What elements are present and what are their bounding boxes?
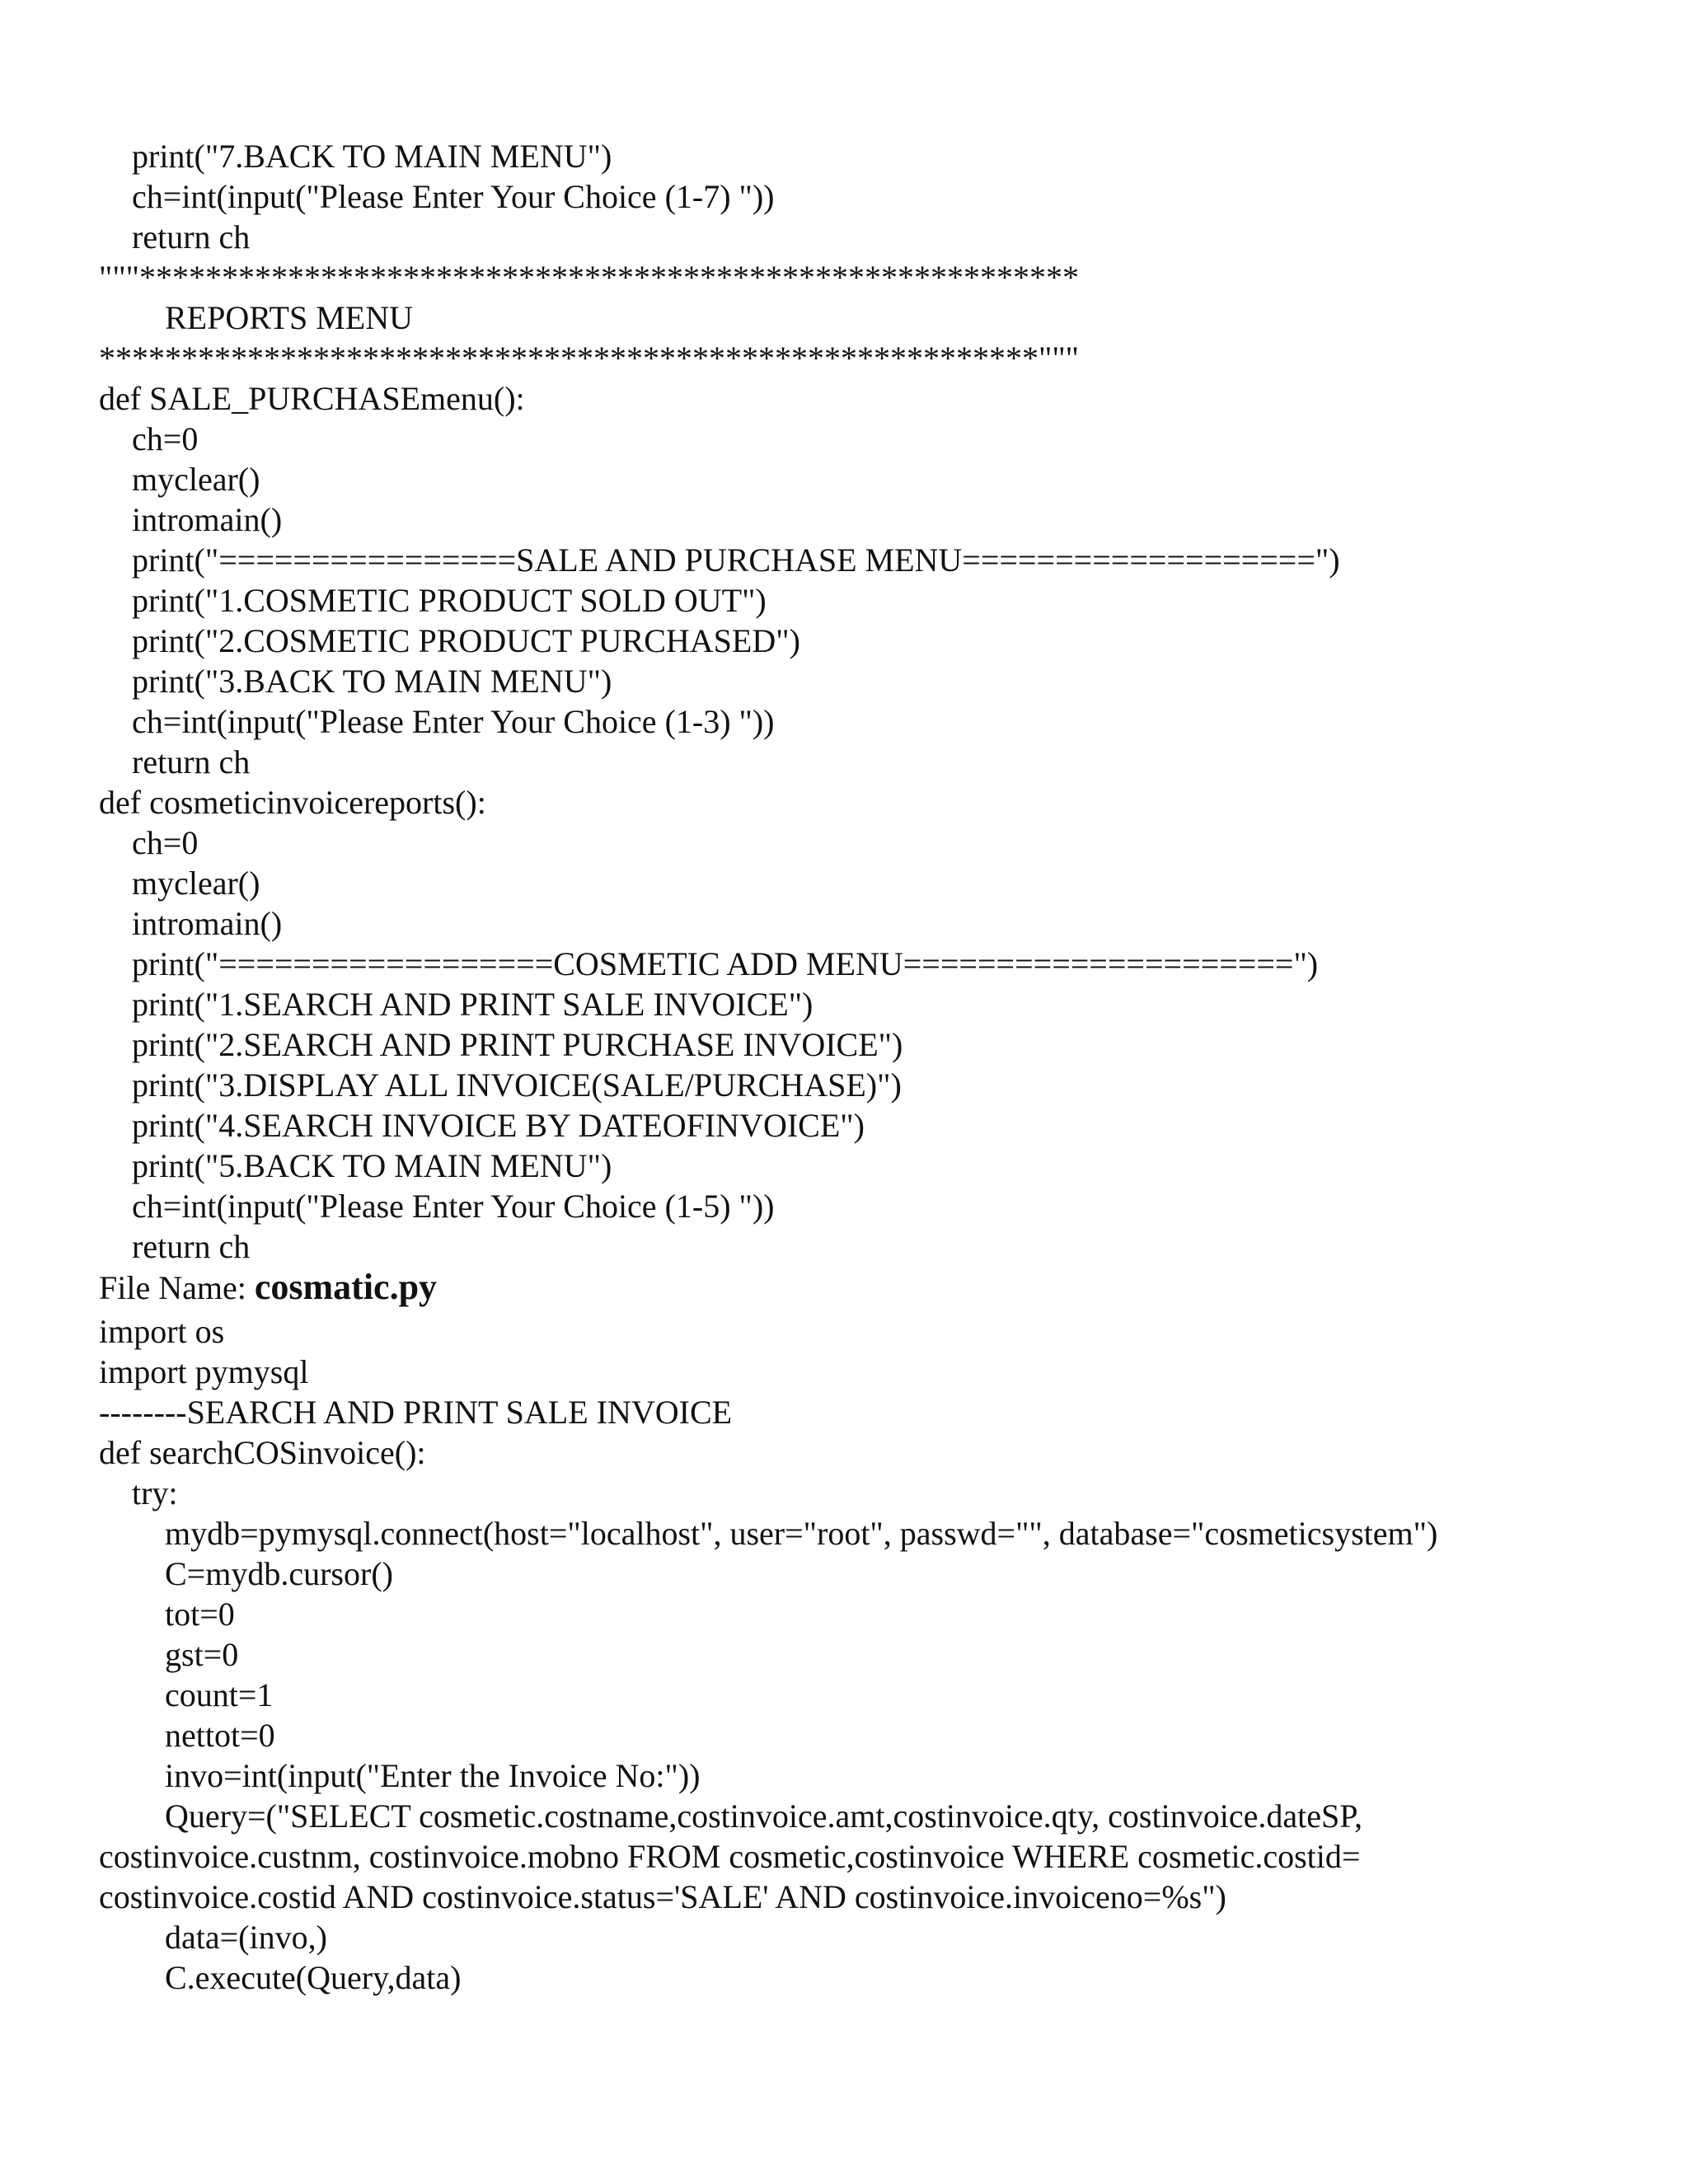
code-line: print("5.BACK TO MAIN MENU"): [99, 1147, 612, 1184]
code-line: gst=0: [99, 1636, 239, 1673]
code-line: invo=int(input("Enter the Invoice No:")): [99, 1757, 701, 1794]
code-line: REPORTS MENU: [99, 299, 413, 336]
code-line: print("3.BACK TO MAIN MENU"): [99, 663, 612, 700]
code-line: import os: [99, 1313, 225, 1350]
code-line: C=mydb.cursor(): [99, 1555, 393, 1592]
code-line: print("1.COSMETIC PRODUCT SOLD OUT"): [99, 582, 767, 619]
code-line: """*********************************************************: [99, 259, 1079, 296]
code-line: return ch: [99, 1228, 251, 1265]
code-line: intromain(): [99, 501, 283, 538]
code-line: *********************************************************""": [99, 340, 1079, 377]
code-line: data=(invo,): [99, 1919, 327, 1956]
file-name-value: cosmatic.py: [254, 1267, 438, 1307]
code-line: try:: [99, 1474, 178, 1511]
code-line: tot=0: [99, 1596, 235, 1633]
code-line: print("================SALE AND PURCHASE MENU==================="): [99, 541, 1340, 579]
code-line: count=1: [99, 1676, 274, 1713]
code-line: import pymysql: [99, 1353, 309, 1390]
code-line: print("1.SEARCH AND PRINT SALE INVOICE"): [99, 986, 814, 1023]
code-line: Query=("SELECT cosmetic.costname,costinvoice.amt,costinvoice.qty, costinvoice.dateSP,: [99, 1797, 1363, 1835]
code-line: return ch: [99, 218, 251, 255]
code-line: print("4.SEARCH INVOICE BY DATEOFINVOICE"): [99, 1107, 865, 1144]
code-line: myclear(): [99, 865, 260, 902]
code-line: print("2.SEARCH AND PRINT PURCHASE INVOICE"): [99, 1026, 903, 1063]
code-line: costinvoice.custnm, costinvoice.mobno FROM cosmetic,costinvoice WHERE cosmetic.costid=: [99, 1838, 1361, 1875]
code-line: def cosmeticinvoicereports():: [99, 784, 486, 821]
file-name-heading: [99, 1267, 437, 1308]
code-line: myclear(): [99, 461, 260, 498]
file-name-label: File Name:: [99, 1269, 255, 1306]
code-line: C.execute(Query,data): [99, 1959, 462, 1996]
code-line: intromain(): [99, 905, 283, 942]
code-line: ch=0: [99, 420, 199, 457]
code-line: print("7.BACK TO MAIN MENU"): [99, 138, 612, 175]
code-line: costinvoice.costid AND costinvoice.status='SALE' AND costinvoice.invoiceno=%s"): [99, 1878, 1226, 1915]
code-line: ch=int(input("Please Enter Your Choice (1-3) ")): [99, 703, 775, 740]
code-line: return ch: [99, 743, 251, 780]
code-line: --------SEARCH AND PRINT SALE INVOICE: [99, 1394, 733, 1431]
code-line: def searchCOSinvoice():: [99, 1434, 426, 1471]
code-line: ch=int(input("Please Enter Your Choice (1-5) ")): [99, 1188, 775, 1225]
code-line: print("2.COSMETIC PRODUCT PURCHASED"): [99, 622, 800, 659]
code-line: nettot=0: [99, 1717, 275, 1754]
code-line: def SALE_PURCHASEmenu():: [99, 380, 525, 417]
code-line: mydb=pymysql.connect(host="localhost", user="root", passwd="", database="cosmeticsystem"): [99, 1515, 1438, 1552]
code-line: print("3.DISPLAY ALL INVOICE(SALE/PURCHASE)"): [99, 1066, 902, 1104]
code-line: ch=0: [99, 824, 199, 861]
code-line: print("==================COSMETIC ADD MENU====================="): [99, 945, 1319, 982]
code-line: ch=int(input("Please Enter Your Choice (1-7) ")): [99, 178, 775, 215]
